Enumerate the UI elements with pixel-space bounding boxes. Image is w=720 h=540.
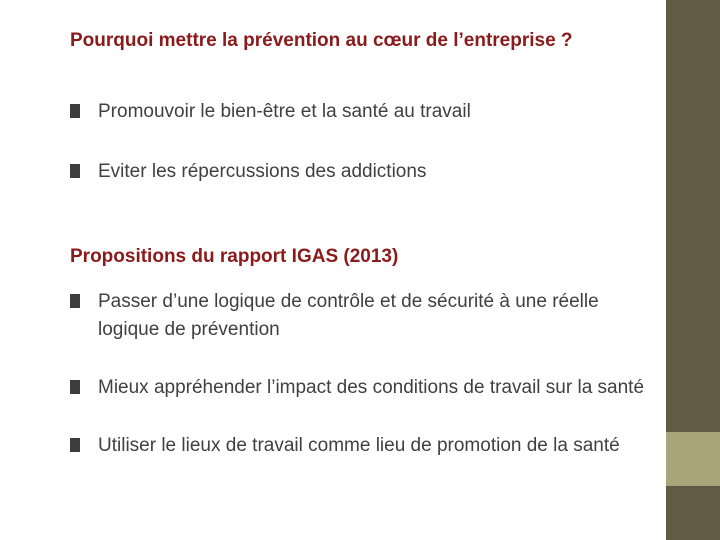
square-bullet-icon	[70, 104, 80, 118]
list-item-text: Passer d’une logique de contrôle et de sécurité à une réelle logique de prévention	[98, 291, 599, 340]
decorative-sidebar	[666, 0, 720, 540]
square-bullet-icon	[70, 294, 80, 308]
list-item	[70, 432, 650, 460]
square-bullet-icon	[70, 164, 80, 178]
list-item-text: Eviter les répercussions des addictions	[98, 161, 427, 182]
sidebar-top-block	[666, 0, 720, 432]
list-item-text: Utiliser le lieux de travail comme lieu de promotion de la santé	[98, 435, 620, 456]
prevention-bullet-list	[70, 98, 650, 218]
square-bullet-icon	[70, 380, 80, 394]
list-item-text: Promouvoir le bien-être et la santé au travail	[98, 101, 471, 122]
list-item	[70, 158, 650, 186]
square-bullet-icon	[70, 438, 80, 452]
list-item	[70, 288, 650, 344]
sidebar-bottom-block	[666, 486, 720, 540]
list-item	[70, 98, 650, 126]
igas-bullet-list	[70, 288, 650, 490]
section-heading-igas: Propositions du rapport IGAS (2013)	[70, 246, 399, 267]
sidebar-accent-band	[666, 432, 720, 486]
list-item	[70, 374, 650, 402]
section-heading-prevention: Pourquoi mettre la prévention au cœur de l’entreprise ?	[70, 30, 573, 51]
list-item-text: Mieux appréhender l’impact des conditions de travail sur la santé	[98, 377, 645, 398]
